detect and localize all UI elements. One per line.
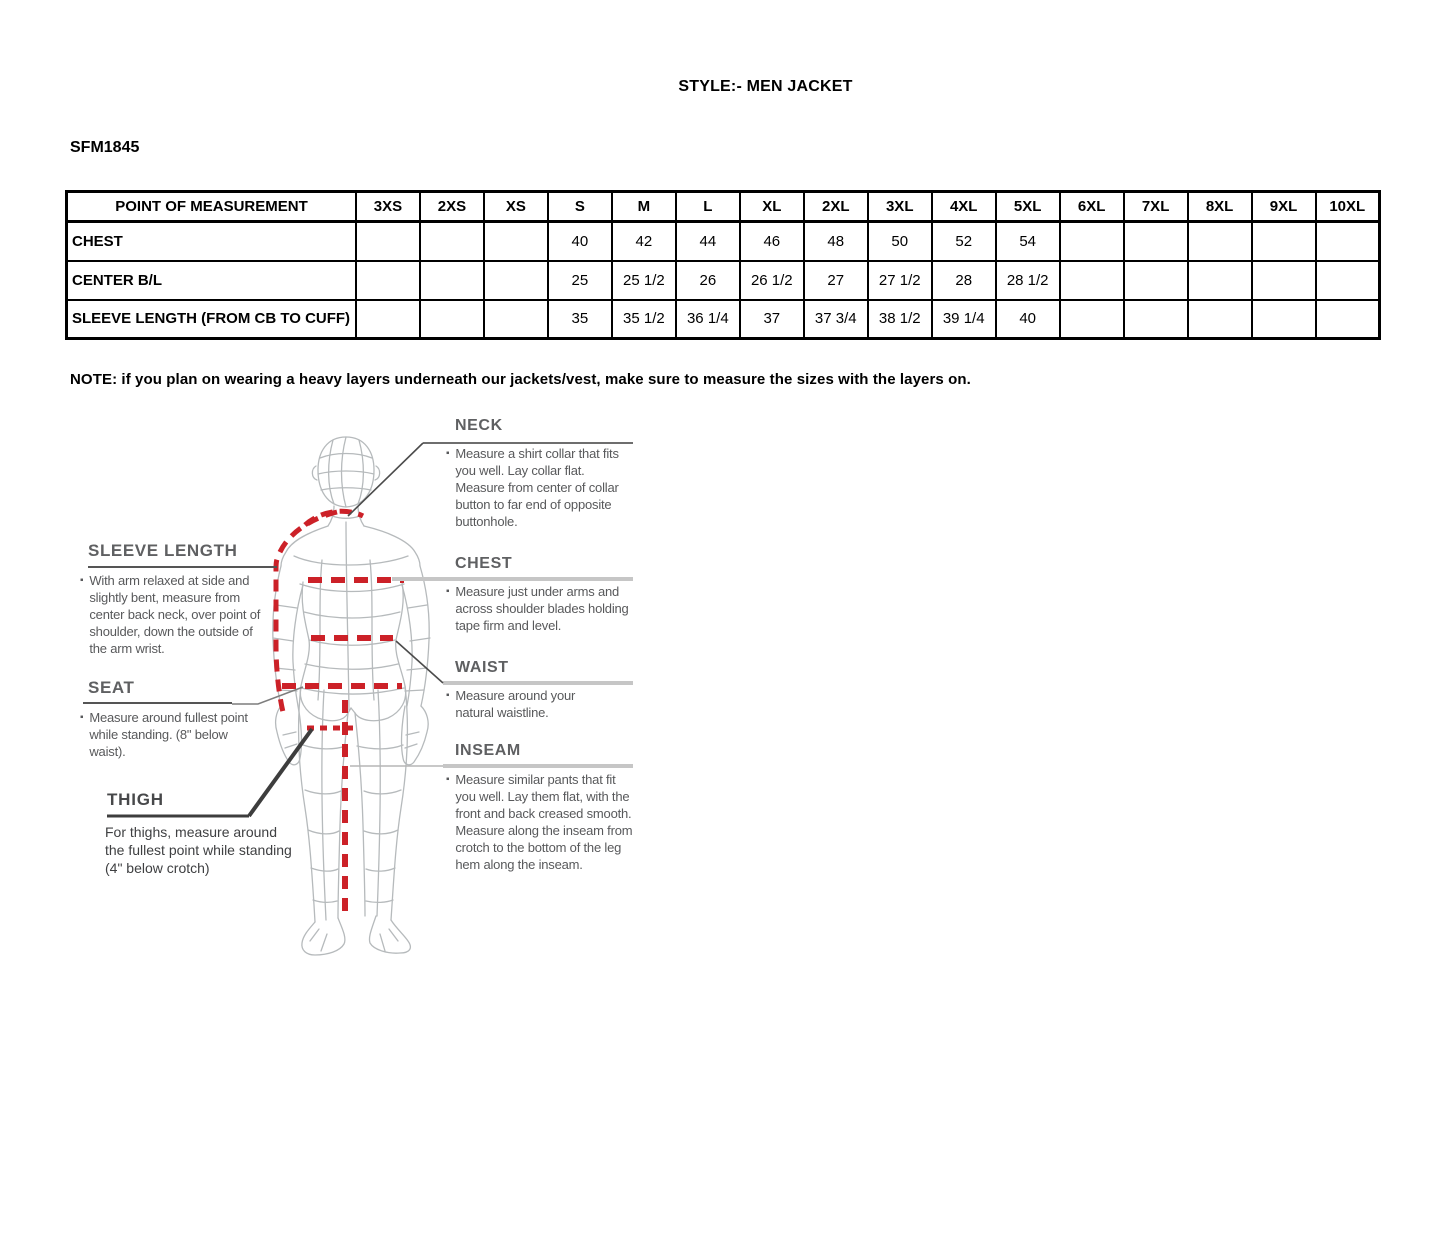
column-header-size: 6XL [1060,192,1124,222]
size-value-cell [1316,300,1380,339]
page-title: STYLE:- MEN JACKET [678,78,853,95]
size-value-cell: 28 1/2 [996,261,1060,300]
guide-chest-title: CHEST [455,555,513,572]
size-value-cell: 26 1/2 [740,261,804,300]
column-header-size: S [548,192,612,222]
guide-inseam-title: INSEAM [455,742,521,759]
size-value-cell: 25 [548,261,612,300]
row-label: SLEEVE LENGTH (FROM CB TO CUFF) [67,300,357,339]
guide-section-sleeve-length [78,541,270,657]
size-value-cell [1252,261,1316,300]
size-value-cell [1124,261,1188,300]
size-value-cell: 48 [804,222,868,261]
size-value-cell [1316,261,1380,300]
size-value-cell [1188,222,1252,261]
size-value-cell: 42 [612,222,676,261]
column-header-size: 2XL [804,192,868,222]
column-header-size: 8XL [1188,192,1252,222]
body-wireframe-figure [273,437,430,955]
size-value-cell: 37 [740,300,804,339]
guide-section-chest [443,555,635,634]
guide-section-waist [443,659,611,721]
column-header-size: 5XL [996,192,1060,222]
size-value-cell: 44 [676,222,740,261]
size-value-cell [356,222,420,261]
size-value-cell: 39 1/4 [932,300,996,339]
size-value-cell: 38 1/2 [868,300,932,339]
size-value-cell [1188,300,1252,339]
size-value-cell [420,222,484,261]
size-value-cell [1252,300,1316,339]
column-header-size: 9XL [1252,192,1316,222]
size-value-cell: 36 1/4 [676,300,740,339]
size-value-cell [1060,222,1124,261]
size-value-cell [1060,261,1124,300]
guide-waist-text: ▪ Measure around your natural waistline. [446,687,611,721]
table-row [67,300,1380,339]
column-header-size: L [676,192,740,222]
size-value-cell [484,261,548,300]
size-value-cell [1124,222,1188,261]
note-text: NOTE: if you plan on wearing a heavy layers underneath our jackets/vest, make sure to measure the sizes with the layers on. [70,371,971,388]
row-label: CENTER B/L [67,261,357,300]
size-value-cell: 26 [676,261,740,300]
size-table [65,190,1381,340]
size-value-cell: 37 3/4 [804,300,868,339]
column-header-size: 3XL [868,192,932,222]
guide-waist-title: WAIST [455,659,509,676]
size-value-cell: 50 [868,222,932,261]
size-table-header-row [67,192,1380,222]
size-table-body [67,222,1380,339]
guide-thigh-text: For thighs, measure around the fullest point while standing (4" below crotch) [105,824,292,876]
column-header-size: 7XL [1124,192,1188,222]
guide-thigh-title: THIGH [107,790,164,809]
size-value-cell [420,300,484,339]
column-header-size: XL [740,192,804,222]
size-value-cell [1060,300,1124,339]
table-row [67,261,1380,300]
size-value-cell [356,261,420,300]
size-value-cell: 35 [548,300,612,339]
size-value-cell [1252,222,1316,261]
size-value-cell: 40 [548,222,612,261]
column-header-size: 4XL [932,192,996,222]
table-row [67,222,1380,261]
size-value-cell: 27 1/2 [868,261,932,300]
size-value-cell: 52 [932,222,996,261]
column-header-size: M [612,192,676,222]
size-value-cell: 46 [740,222,804,261]
column-header-size: 2XS [420,192,484,222]
size-value-cell [484,222,548,261]
size-value-cell: 27 [804,261,868,300]
column-header-size: 3XS [356,192,420,222]
size-value-cell: 25 1/2 [612,261,676,300]
column-header-size: XS [484,192,548,222]
size-value-cell: 40 [996,300,1060,339]
size-value-cell [484,300,548,339]
guide-section-inseam [443,742,635,873]
guide-seat-title: SEAT [88,678,135,697]
size-value-cell [1316,222,1380,261]
size-value-cell [420,261,484,300]
guide-inseam-text: ▪ Measure similar pants that fit you well. Lay them flat, with the front and back creased smooth. Measure along the inseam from crotch to the bottom of the leg hem along the inseam. [446,771,635,873]
row-label: CHEST [67,222,357,261]
guide-section-seat [78,678,248,760]
guide-neck-title: NECK [455,417,503,434]
guide-section-neck [443,417,635,530]
size-value-cell: 54 [996,222,1060,261]
guide-neck-text: ▪ Measure a shirt collar that fits you well. Lay collar flat. Measure from center of collar button to far end of opposite buttonhole. [446,445,635,530]
guide-sleeve-text: ▪ With arm relaxed at side and slightly bent, measure from center back neck, over point of shoulder, down the outside of the arm wrist. [80,572,270,657]
guide-section-thigh [105,790,300,877]
guide-chest-text: ▪ Measure just under arms and across shoulder blades holding tape firm and level. [446,583,635,634]
guide-sleeve-title: SLEEVE LENGTH [88,541,238,560]
size-value-cell: 35 1/2 [612,300,676,339]
column-header-point-of-measurement: POINT OF MEASUREMENT [67,192,357,222]
guide-seat-text: ▪ Measure around fullest point while standing. (8" below waist). [80,709,248,760]
style-code: SFM1845 [70,139,140,156]
column-header-size: 10XL [1316,192,1380,222]
size-value-cell [1124,300,1188,339]
size-value-cell [1188,261,1252,300]
size-value-cell [356,300,420,339]
size-value-cell: 28 [932,261,996,300]
